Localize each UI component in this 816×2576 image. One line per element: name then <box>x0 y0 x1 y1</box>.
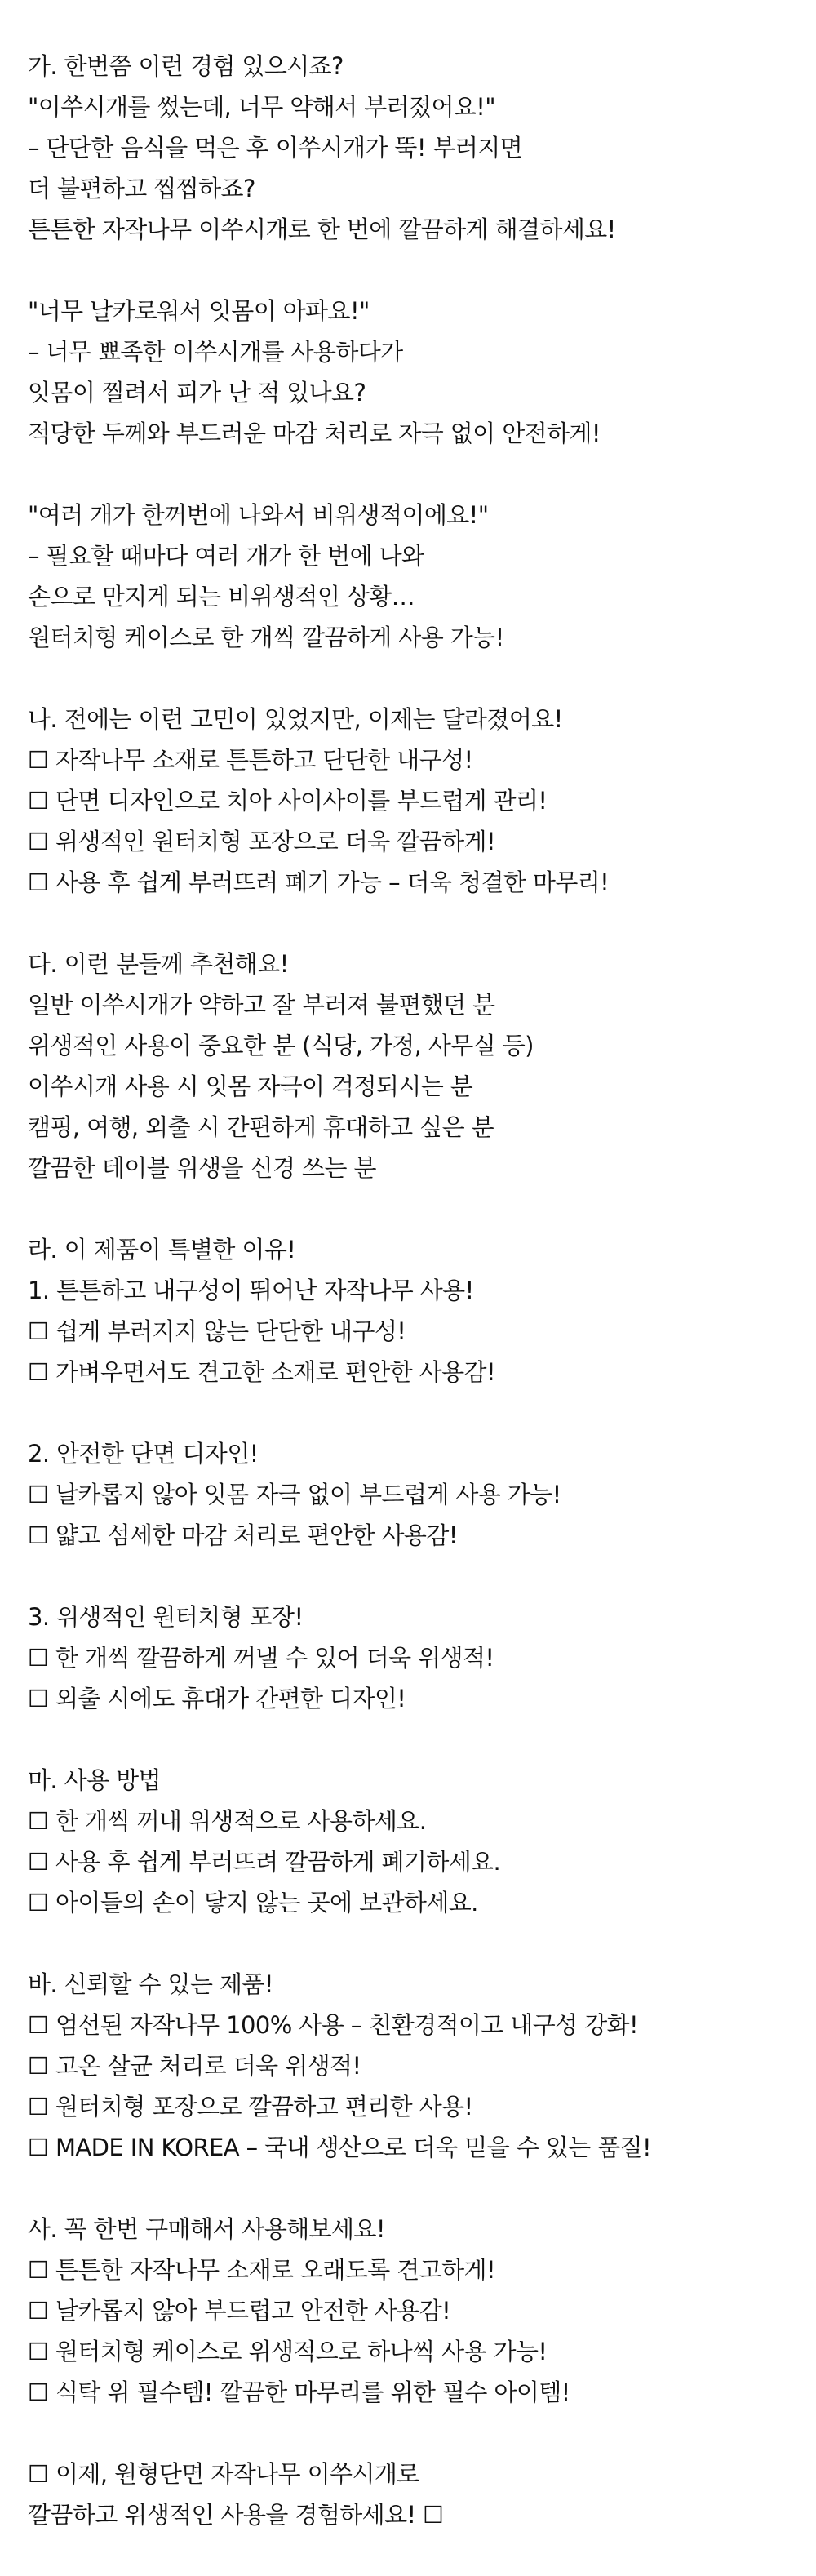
text-line: ☐ 한 개씩 깔끔하게 꺼낼 수 있어 더욱 위생적! <box>28 1644 494 1672</box>
text-line: ☐ 식탁 위 필수템! 깔끔한 마무리를 위한 필수 아이템! <box>28 2378 570 2406</box>
paragraph-gap <box>28 1188 816 1229</box>
paragraph-usage <box>28 1760 816 1923</box>
text-line: ☐ 원터치형 케이스로 위생적으로 하나씩 사용 가능! <box>28 2338 548 2365</box>
paragraph-heading-line: 라. 이 제품이 특별한 이유! <box>28 1236 296 1264</box>
text-line: 일반 이쑤시개가 약하고 잘 부러져 불편했던 분 <box>28 991 495 1019</box>
text-line: 캠핑, 여행, 외출 시 간편하게 휴대하고 싶은 분 <box>28 1113 494 1141</box>
text-line: 튼튼한 자작나무 이쑤시개로 한 번에 깔끔하게 해결하세요! <box>28 215 616 243</box>
paragraph-solution <box>28 699 816 903</box>
text-line: ☐ 원터치형 포장으로 깔끔하고 편리한 사용! <box>28 2093 473 2121</box>
paragraph-heading-line: 2. 안전한 단면 디자인! <box>28 1440 259 1468</box>
paragraph-heading-line: 3. 위생적인 원터치형 포장! <box>28 1603 304 1631</box>
text-line: 위생적인 사용이 중요한 분 (식당, 가정, 사무실 등) <box>28 1032 534 1059</box>
paragraph-heading-line: 사. 꼭 한번 구매해서 사용해보세요! <box>28 2215 385 2243</box>
paragraph-heading-line: 다. 이런 분들께 추천해요! <box>28 950 289 978</box>
text-line: – 너무 뾰족한 이쑤시개를 사용하다가 <box>28 338 403 366</box>
paragraph-heading-line: 가. 한번쯤 이런 경험 있으시죠? <box>28 52 344 80</box>
text-line: 이쑤시개 사용 시 잇몸 자극이 걱정되시는 분 <box>28 1073 473 1100</box>
paragraph-special-3 <box>28 1597 816 1719</box>
text-line: 적당한 두께와 부드러운 마감 처리로 자극 없이 안전하게! <box>28 420 601 447</box>
paragraph-gap <box>28 1392 816 1433</box>
text-line: ☐ 가벼우면서도 견고한 소재로 편안한 사용감! <box>28 1358 495 1386</box>
text-line: ☐ 날카롭지 않아 잇몸 자극 없이 부드럽게 사용 가능! <box>28 1481 561 1508</box>
text-line: ☐ MADE IN KOREA – 국내 생산으로 더욱 믿을 수 있는 품질! <box>28 2134 652 2161</box>
paragraph-buy <box>28 2209 816 2413</box>
text-line: "이쑤시개를 썼는데, 너무 약해서 부러졌어요!" <box>28 93 496 121</box>
text-line: ☐ 사용 후 쉽게 부러뜨려 폐기 가능 – 더욱 청결한 마무리! <box>28 868 610 896</box>
text-line: ☐ 고온 살균 처리로 더욱 위생적! <box>28 2052 361 2080</box>
text-line: ☐ 얇고 섬세한 마감 처리로 편안한 사용감! <box>28 1521 458 1549</box>
paragraph-sharp <box>28 291 816 454</box>
text-line: 잇몸이 찔려서 피가 난 적 있나요? <box>28 379 366 406</box>
text-line: 손으로 만지게 되는 비위생적인 상황… <box>28 583 415 611</box>
paragraph-heading-line: 나. 전에는 이런 고민이 있었지만, 이제는 달라졌어요! <box>28 705 563 733</box>
paragraph-gap <box>28 1556 816 1597</box>
text-line: 깔끔한 테이블 위생을 신경 쓰는 분 <box>28 1154 376 1182</box>
text-line: ☐ 아이들의 손이 닿지 않는 곳에 보관하세요. <box>28 1889 478 1916</box>
text-line: ☐ 위생적인 원터치형 포장으로 더욱 깔끔하게! <box>28 828 495 855</box>
paragraph-gap <box>28 2168 816 2209</box>
paragraph-trust <box>28 1964 816 2168</box>
paragraph-gap <box>28 2413 816 2454</box>
text-line: 깔끔하고 위생적인 사용을 경험하세요! ☐ <box>28 2501 444 2529</box>
paragraph-heading-line: "너무 날카로워서 잇몸이 아파요!" <box>28 297 370 325</box>
paragraph-intro <box>28 46 816 250</box>
paragraph-recommend <box>28 944 816 1188</box>
paragraph-gap <box>28 1923 816 1964</box>
text-line: ☐ 날카롭지 않아 부드럽고 안전한 사용감! <box>28 2297 451 2325</box>
paragraph-special-2 <box>28 1433 816 1556</box>
paragraph-heading-line: 바. 신뢰할 수 있는 제품! <box>28 1970 273 1998</box>
text-line: – 필요할 때마다 여러 개가 한 번에 나와 <box>28 542 424 570</box>
paragraph-heading-line: "여러 개가 한꺼번에 나와서 비위생적이에요!" <box>28 501 489 529</box>
paragraph-gap <box>28 1719 816 1760</box>
paragraph-special-1 <box>28 1229 816 1392</box>
text-line: ☐ 외출 시에도 휴대가 간편한 디자인! <box>28 1685 406 1712</box>
text-line: ☐ 쉽게 부러지지 않는 단단한 내구성! <box>28 1317 406 1345</box>
text-line: 1. 튼튼하고 내구성이 뛰어난 자작나무 사용! <box>28 1277 474 1304</box>
text-line: ☐ 튼튼한 자작나무 소재로 오래도록 견고하게! <box>28 2256 495 2284</box>
text-line: ☐ 자작나무 소재로 튼튼하고 단단한 내구성! <box>28 746 473 774</box>
paragraph-closing <box>28 2454 816 2535</box>
text-line: 더 불편하고 찝찝하죠? <box>28 175 255 202</box>
paragraph-gap <box>28 903 816 944</box>
paragraph-heading-line: ☐ 이제, 원형단면 자작나무 이쑤시개로 <box>28 2460 419 2488</box>
paragraph-gap <box>28 454 816 495</box>
text-line: ☐ 엄선된 자작나무 100% 사용 – 친환경적이고 내구성 강화! <box>28 2011 639 2039</box>
text-line: – 단단한 음식을 먹은 후 이쑤시개가 뚝! 부러지면 <box>28 134 523 162</box>
paragraph-gap <box>28 658 816 699</box>
paragraph-gap <box>28 250 816 291</box>
text-line: 원터치형 케이스로 한 개씩 깔끔하게 사용 가능! <box>28 624 504 651</box>
paragraph-unsanitary <box>28 495 816 658</box>
text-line: ☐ 한 개씩 꺼내 위생적으로 사용하세요. <box>28 1807 427 1835</box>
text-line: ☐ 단면 디자인으로 치아 사이사이를 부드럽게 관리! <box>28 787 548 815</box>
paragraph-heading-line: 마. 사용 방법 <box>28 1766 161 1794</box>
text-line: ☐ 사용 후 쉽게 부러뜨려 깔끔하게 폐기하세요. <box>28 1848 501 1876</box>
